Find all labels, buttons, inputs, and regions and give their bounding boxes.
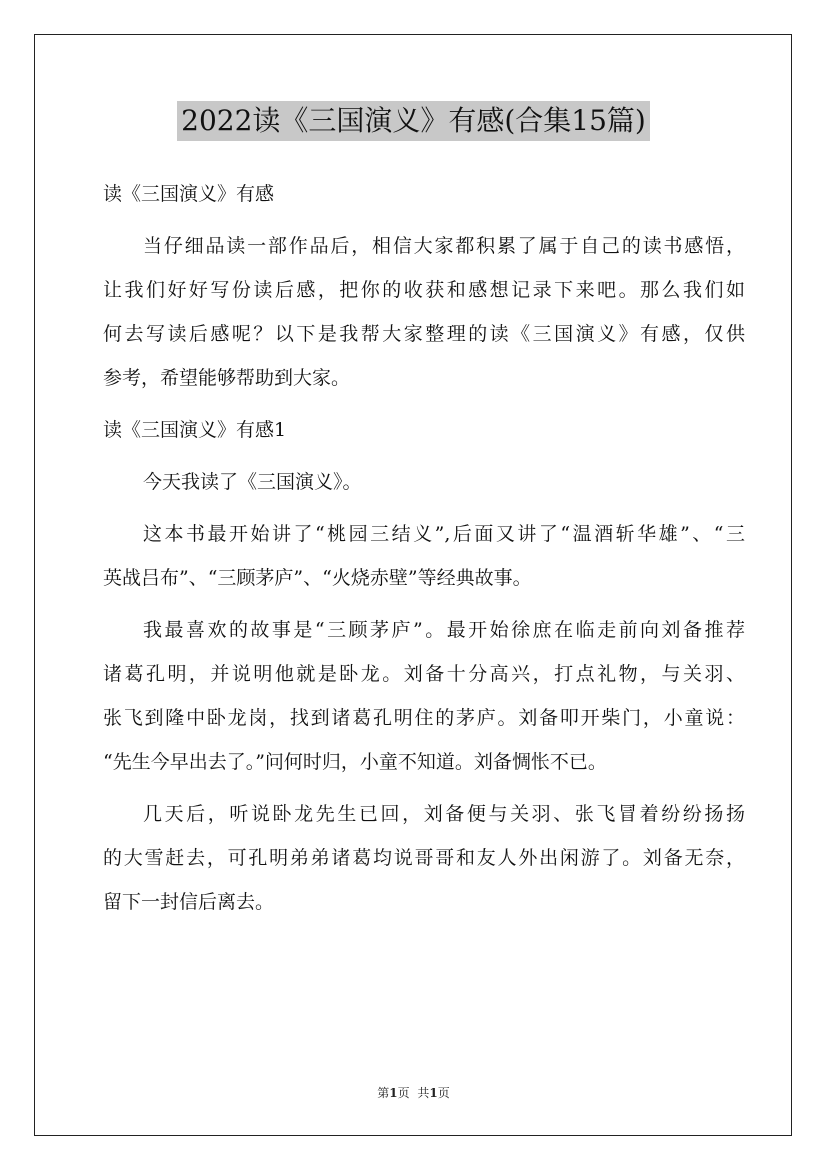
- title-container: [0, 101, 827, 141]
- text-line: 诸葛孔明，并说明他就是卧龙。刘备十分高兴，打点礼物，与关羽、: [103, 663, 745, 685]
- page-footer: [0, 1084, 827, 1101]
- paragraph-gap: [103, 504, 745, 512]
- text-line: 英战吕布”、“三顾茅庐”、“火烧赤壁”等经典故事。: [103, 567, 532, 589]
- page-label-suffix: 页: [397, 1086, 410, 1100]
- text-line: 读《三国演义》有感1: [103, 419, 287, 441]
- paragraph-gap: [103, 784, 745, 792]
- document-body: [103, 172, 745, 924]
- paragraph-gap: [103, 600, 745, 608]
- text-line: 几天后，听说卧龙先生已回，刘备便与关羽、张飞冒着纷纷扬扬: [143, 803, 745, 825]
- text-line: 读《三国演义》有感: [103, 183, 275, 205]
- paragraph-gap: [103, 216, 745, 224]
- text-line: 参考，希望能够帮助到大家。: [103, 367, 351, 389]
- document-title: 2022读《三国演义》有感(合集15篇): [177, 101, 650, 141]
- text-line: 当仔细品读一部作品后，相信大家都积累了属于自己的读书感悟，: [143, 235, 745, 257]
- text-line: 让我们好好写份读后感，把你的收获和感想记录下来吧。那么我们如: [103, 279, 745, 301]
- paragraph-gap: [103, 452, 745, 460]
- page-label-prefix: 第: [377, 1086, 390, 1100]
- total-pages: 1: [429, 1086, 438, 1100]
- text-line: “先生今早出去了。”问何时归，小童不知道。刘备惆怅不已。: [103, 751, 607, 773]
- page-number: 1: [389, 1086, 398, 1100]
- text-line: 留下一封信后离去。: [103, 891, 275, 913]
- total-label-suffix: 页: [437, 1086, 450, 1100]
- total-label-prefix: 共: [417, 1086, 430, 1100]
- paragraph-gap: [103, 400, 745, 408]
- text-line: 何去写读后感呢？以下是我帮大家整理的读《三国演义》有感，仅供: [103, 323, 745, 345]
- text-line: 今天我读了《三国演义》。: [143, 471, 362, 493]
- text-line: 张飞到隆中卧龙岗，找到诸葛孔明住的茅庐。刘备叩开柴门，小童说：: [103, 707, 745, 729]
- text-line: 我最喜欢的故事是“三顾茅庐”。最开始徐庶在临走前向刘备推荐: [143, 619, 745, 641]
- text-line: 的大雪赶去，可孔明弟弟诸葛均说哥哥和友人外出闲游了。刘备无奈，: [103, 847, 745, 869]
- text-line: 这本书最开始讲了“桃园三结义”,后面又讲了“温酒斩华雄”、“三: [143, 523, 745, 545]
